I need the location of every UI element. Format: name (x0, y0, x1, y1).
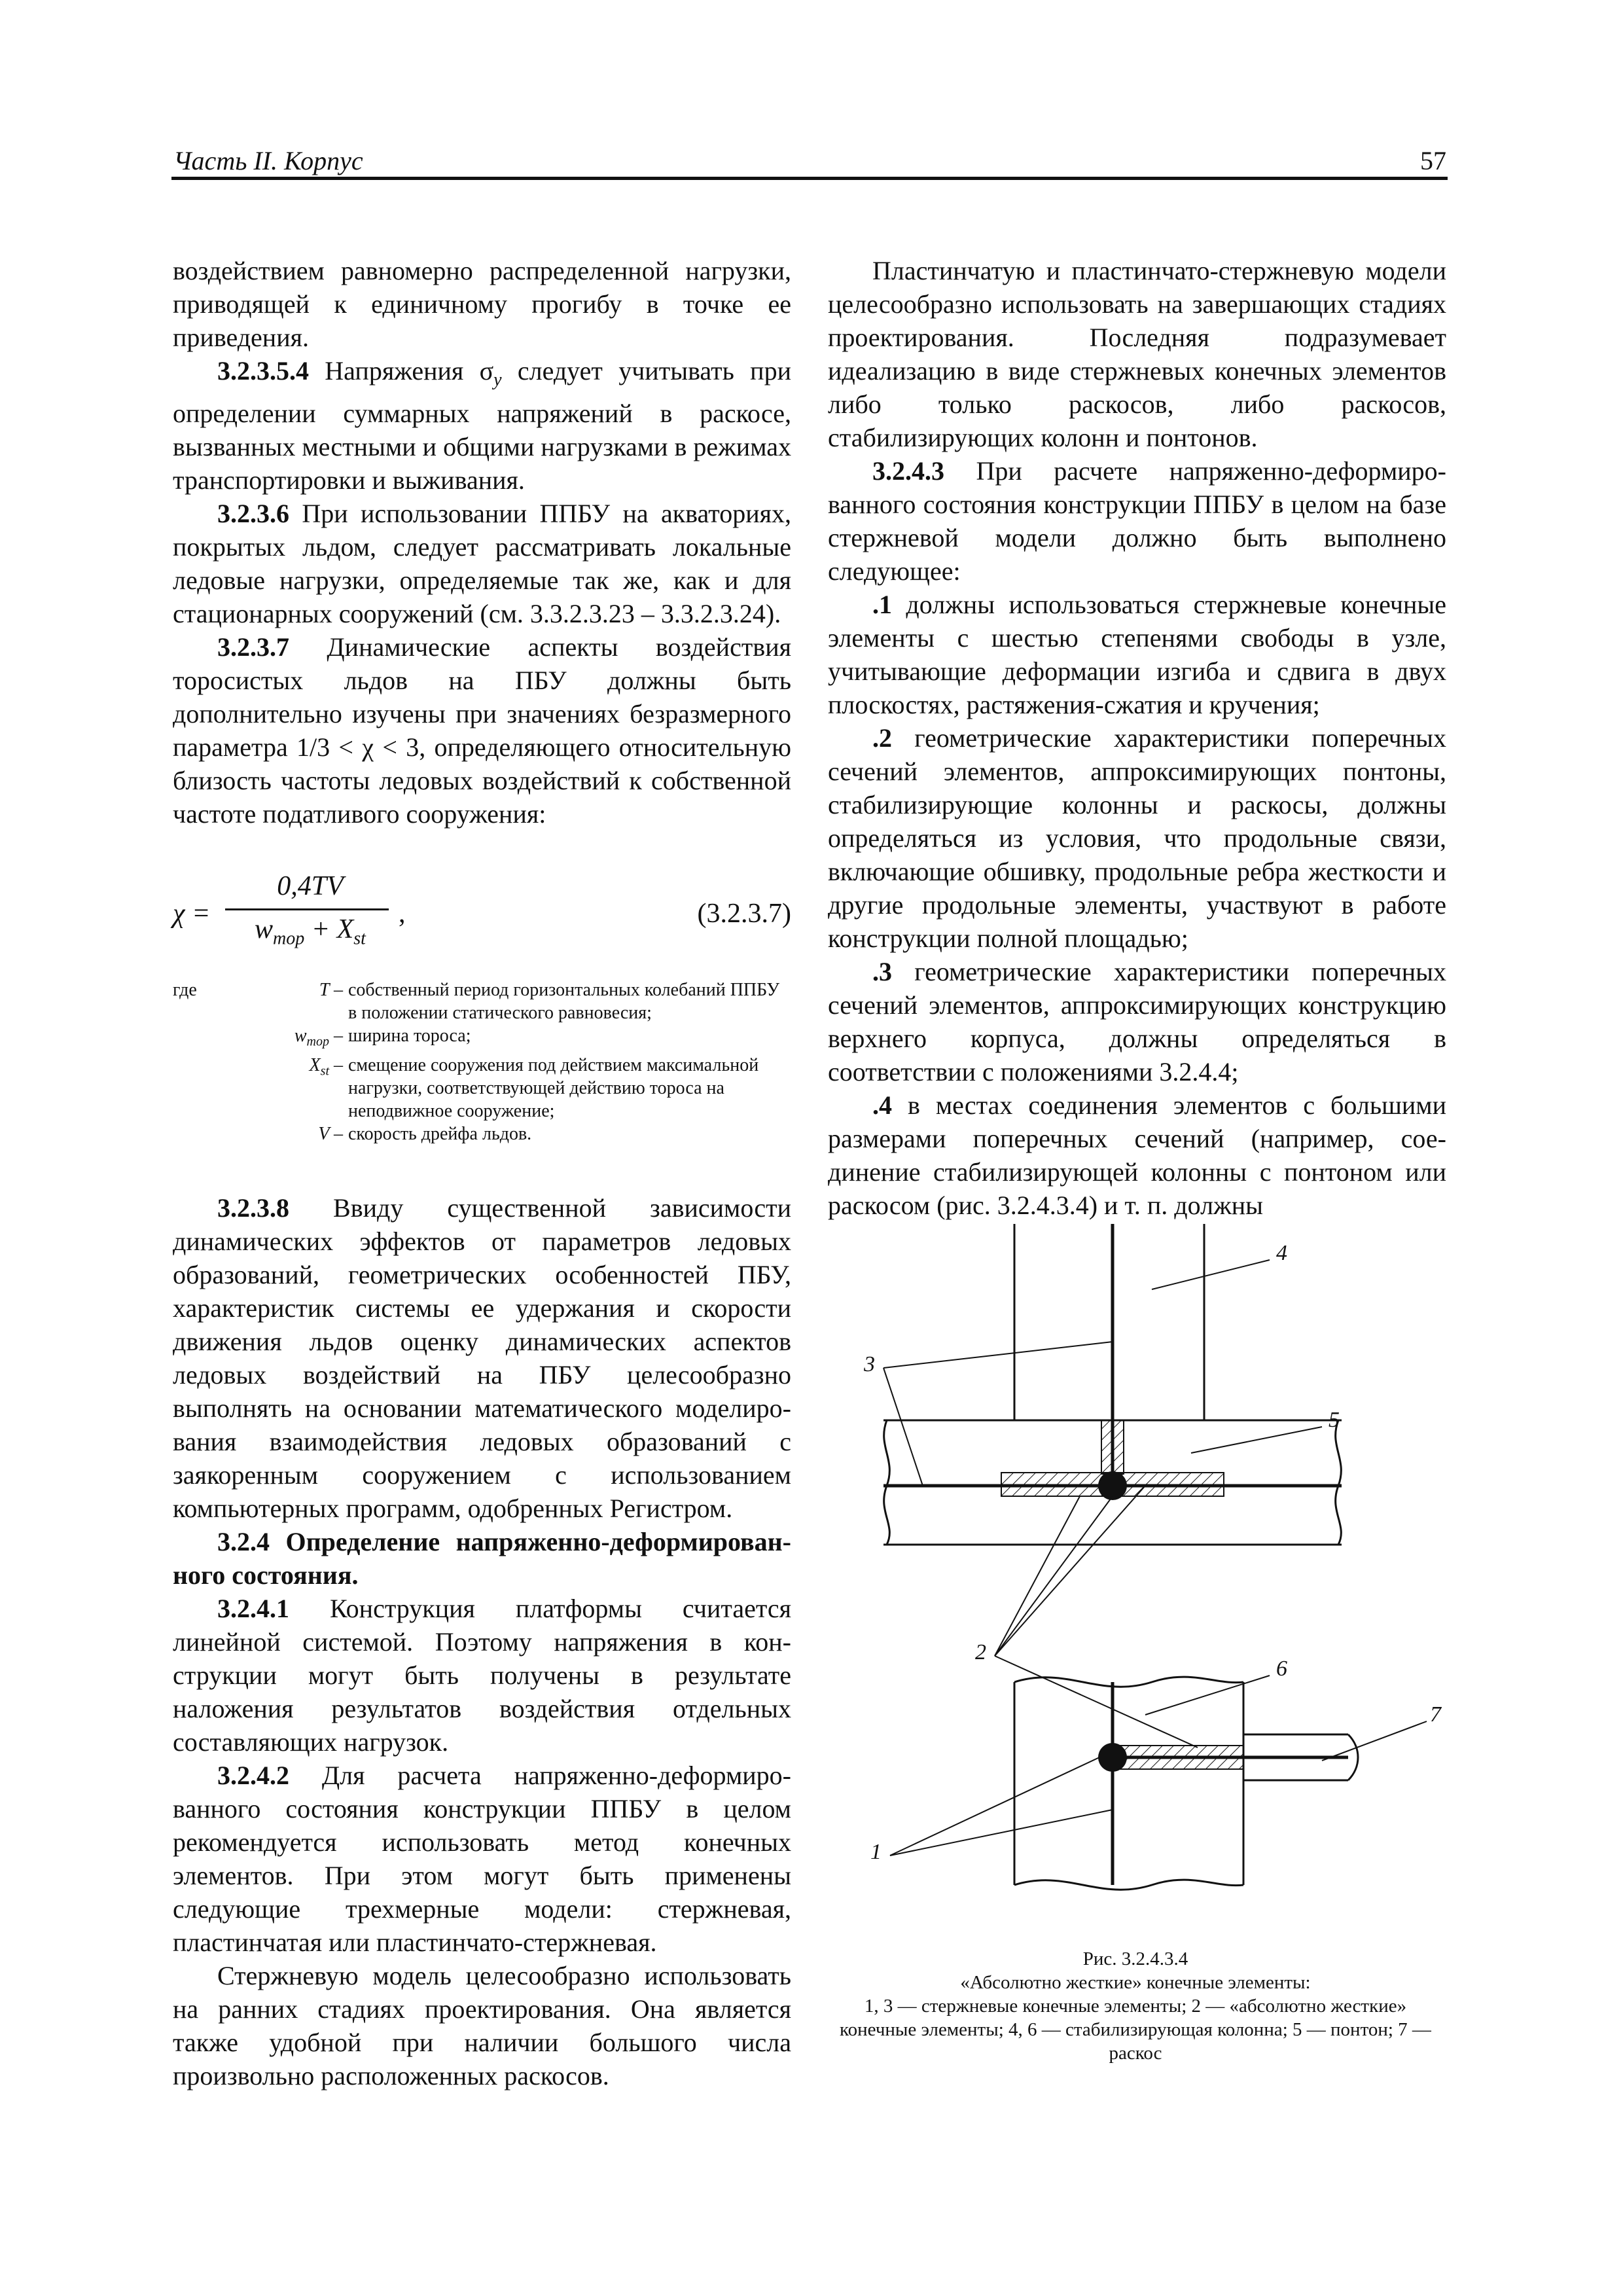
paragraph-3-2-3-5-4 (173, 354, 791, 497)
paragraph-text: Конструкция платформы считается линейной системой. Поэтому напряжения в конструкции могут быть получены в результате наложения результатов воздействия отдельных составляющих нагрузок. (173, 1594, 791, 1757)
den-x-sub: st (353, 928, 366, 949)
item-number: .4 (872, 1090, 892, 1120)
clause-number: 3.2.3.6 (217, 499, 289, 528)
label-1: 1 (870, 1840, 882, 1864)
rigid-element-vertical (1101, 1420, 1124, 1474)
leader-1a (890, 1757, 1099, 1856)
label-2: 2 (975, 1640, 986, 1664)
legend-sym-main: X (309, 1054, 321, 1075)
paragraph-3-2-4-2 (173, 1759, 791, 1959)
clause-number: 3.2.4.3 (872, 456, 944, 486)
rigid-element-lower (1113, 1746, 1243, 1769)
legend-row (173, 1024, 791, 1054)
leader-2a (995, 1496, 1080, 1656)
paragraph: Пластинчатую и пластинчато-стержневую модели целесообразно использовать на завершающих стадиях проектирования. Последняя подразумевает идеализацию в виде стержневых конечных элементов либо только раскосов, либо раскосов, стабилизирующих колонн и понтонов. (828, 256, 1446, 452)
clause-number: 3.2.4.1 (217, 1594, 289, 1623)
legend-symbol: T – (319, 980, 343, 1000)
item-text: геометрические характеристики поперечных сечений элементов, аппроксимирующих понтоны, стабилизирующие колонны и раскосы, должны определяться из условия, что продольные связи, включающие обшивку, продольные ребра жесткости и другие продольные элементы, участвуют в работе конструкции полной площадью; (828, 723, 1446, 953)
leader-7 (1322, 1721, 1427, 1761)
legend-symbol: V – (318, 1123, 343, 1144)
right-column (828, 254, 1446, 1222)
leader-6 (1145, 1676, 1270, 1715)
list-item (828, 721, 1446, 955)
den-plus-x: + X (304, 914, 354, 944)
fraction-bar (225, 908, 389, 910)
item-number: .1 (872, 590, 892, 619)
leader-3a (883, 1342, 1113, 1368)
paragraph-text: следует учитывать при определении суммарных напряжений в раскосе, вызванных местными и общими нагрузками в режимах транспортировки и выживания. (173, 356, 791, 495)
paragraph-text: Для расчета напряженно-деформированного состояния конструкции ППБУ в целом рекомендуется использовать метод конечных элементов. При этом могут быть применены следующие трехмерные модели: стержневая, пластинчатая или пластинчато-стержневая. (173, 1761, 791, 1957)
formula-3-2-3-7 (173, 870, 791, 949)
left-column-upper (173, 254, 791, 831)
paragraph: воздействием равномерно распределенной нагрузки, приводящей к единичному прогибу в точке ее приведения. (173, 256, 791, 352)
legend-row (173, 1122, 791, 1145)
clause-number: 3.2.3.8 (217, 1193, 289, 1223)
legend-text: смещение сооружения под действием максимальной нагрузки, соответствующей действию тороса на неподвижное сооружение; (348, 1054, 759, 1121)
formula-denominator (225, 914, 395, 949)
label-4: 4 (1276, 1241, 1287, 1265)
legend-row (173, 1054, 791, 1122)
legend-row (173, 978, 791, 1024)
column-6-bottom-break (1014, 1880, 1243, 1890)
paragraph-3-2-3-8 (173, 1191, 791, 1525)
caption-line: «Абсолютно жесткие» конечные элементы: (960, 1972, 1311, 1993)
legend-dash: – (329, 1026, 343, 1046)
paragraph-3-2-3-6 (173, 497, 791, 630)
paragraph-text: Ввиду существенной зависимости динамических эффектов от параметров ледовых образований, геометрических особенностей ПБУ, характеристик системы ее удержания и скорости движения льдов оценку динамических аспектов ледовых воздействий на ПБУ целесообразно выполнять на основании математического моделирования взаимодействия ледовых образований с заякоренным сооружением с использованием компьютерных программ, одобренных Регистром. (173, 1193, 791, 1523)
formula-numerator: 0,4TV (277, 871, 344, 901)
item-number: .2 (872, 723, 892, 753)
sigma-subscript: y (493, 370, 502, 390)
label-3: 3 (864, 1352, 875, 1376)
clause-number: 3.2.3.5.4 (217, 356, 309, 386)
legend-symbol (173, 1024, 348, 1054)
clause-number: 3.2.3.7 (217, 632, 289, 662)
leader-1b (890, 1810, 1113, 1856)
column-6-top-break (1014, 1677, 1243, 1687)
formula-number: (3.2.3.7) (697, 899, 791, 929)
left-column-lower (173, 1191, 791, 2092)
item-number: .3 (872, 957, 892, 986)
item-text: должны использоваться стержневые конечные элементы с шестью степенями свободы в узле, учитывающие деформации изгиба и сдвига в двух плоскостях, растяжения-сжатия и кручения; (828, 590, 1446, 719)
legend-sym-main: w (294, 1026, 307, 1046)
caption-legend: 1, 3 — стержневые конечные элементы; 2 — «абсолютно жесткие» конечные элементы; 4, 6 — стабилизирующая колонна; 5 — понтон; 7 — раскос (840, 1996, 1431, 2064)
figure-rigid-elements (851, 1224, 1479, 1944)
caption-title: Рис. 3.2.4.3.4 (1082, 1948, 1188, 1969)
figure-caption (838, 1947, 1433, 2065)
item-text: геометрические характеристики поперечных сечений элементов, аппроксимирующих конструкцию верхнего корпуса, должны определяться в соответствии с положениями 3.2.4.4; (828, 957, 1446, 1086)
leader-2c (995, 1486, 1145, 1656)
formula-lhs: χ = (173, 899, 211, 929)
list-item (828, 955, 1446, 1088)
legend-text: ширина тороса; (348, 1026, 471, 1046)
pontoon-break-left (884, 1420, 890, 1545)
paragraph-3-2-3-7 (173, 630, 791, 831)
leader-2d (995, 1656, 1198, 1748)
den-w: w (255, 914, 274, 944)
formula-comma: , (399, 899, 406, 929)
list-item (828, 1088, 1446, 1222)
legend-text: собственный период горизонтальных колебаний ППБУ в положении статического равновесия; (348, 980, 780, 1023)
pontoon-break-right (1336, 1420, 1342, 1545)
node-lower (1098, 1743, 1127, 1772)
paragraph: Стержневую модель целесообразно использовать на ранних стадиях проектирования. Она является также удобной при наличии большого числа произвольно расположенных раскосов. (173, 1961, 791, 2090)
header-rule (171, 177, 1448, 180)
paragraph-text: При использовании ППБУ на акваториях, покрытых льдом, следует рассматривать локальные ледовые нагрузки, определяемые так же, как и для стационарных сооружений (см. 3.3.2.3.23 – 3.3.2.3.24). (173, 499, 791, 628)
legend-symbol (173, 1054, 348, 1122)
section-heading-3-2-4 (173, 1525, 791, 1592)
leader-5 (1191, 1427, 1322, 1453)
den-w-sub: mop (273, 928, 305, 949)
legend-where: где (173, 980, 197, 1000)
paragraph-text: При расчете напряженно-деформированного состояния конструкции ППБУ в целом на базе стержневой модели должно быть выполнено следующее: (828, 456, 1446, 586)
section-heading-text: 3.2.4 Определение напряженно-деформированного состояния. (173, 1527, 791, 1590)
label-7: 7 (1430, 1702, 1441, 1727)
legend-text: скорость дрейфа льдов. (348, 1123, 532, 1144)
node-upper (1098, 1471, 1127, 1500)
paragraph-3-2-4-1 (173, 1592, 791, 1759)
paragraph-text: Динамические аспекты воздействия торосистых льдов на ПБУ должны быть дополнительно изучены при значениях безразмерного параметра 1/3 < χ < 3, определяющего относительную близость частоты ледовых воздействий к собственной частоте податливого сооружения: (173, 632, 791, 829)
legend-dash: – (329, 1054, 343, 1075)
leader-2b (995, 1496, 1113, 1656)
item-text: в местах соединения элементов с большими размерами поперечных сечений (например, соединение стабилизирующей колонны с понтоном или раскосом (рис. 3.2.4.3.4) и т. п. должны (828, 1090, 1446, 1220)
brace-7-end (1348, 1734, 1358, 1780)
paragraph-text: Напряжения σ (309, 356, 494, 386)
clause-number: 3.2.4.2 (217, 1761, 289, 1790)
label-5: 5 (1329, 1408, 1340, 1432)
legend-sym-sub: mop (306, 1034, 329, 1049)
label-6: 6 (1276, 1657, 1287, 1681)
paragraph-3-2-4-3 (828, 454, 1446, 588)
running-header-title: Часть II. Корпус (173, 146, 363, 175)
legend-sym-sub: st (320, 1064, 329, 1079)
page-number: 57 (1420, 146, 1446, 175)
formula-legend (173, 978, 791, 1145)
list-item (828, 588, 1446, 721)
leader-4 (1152, 1260, 1270, 1289)
